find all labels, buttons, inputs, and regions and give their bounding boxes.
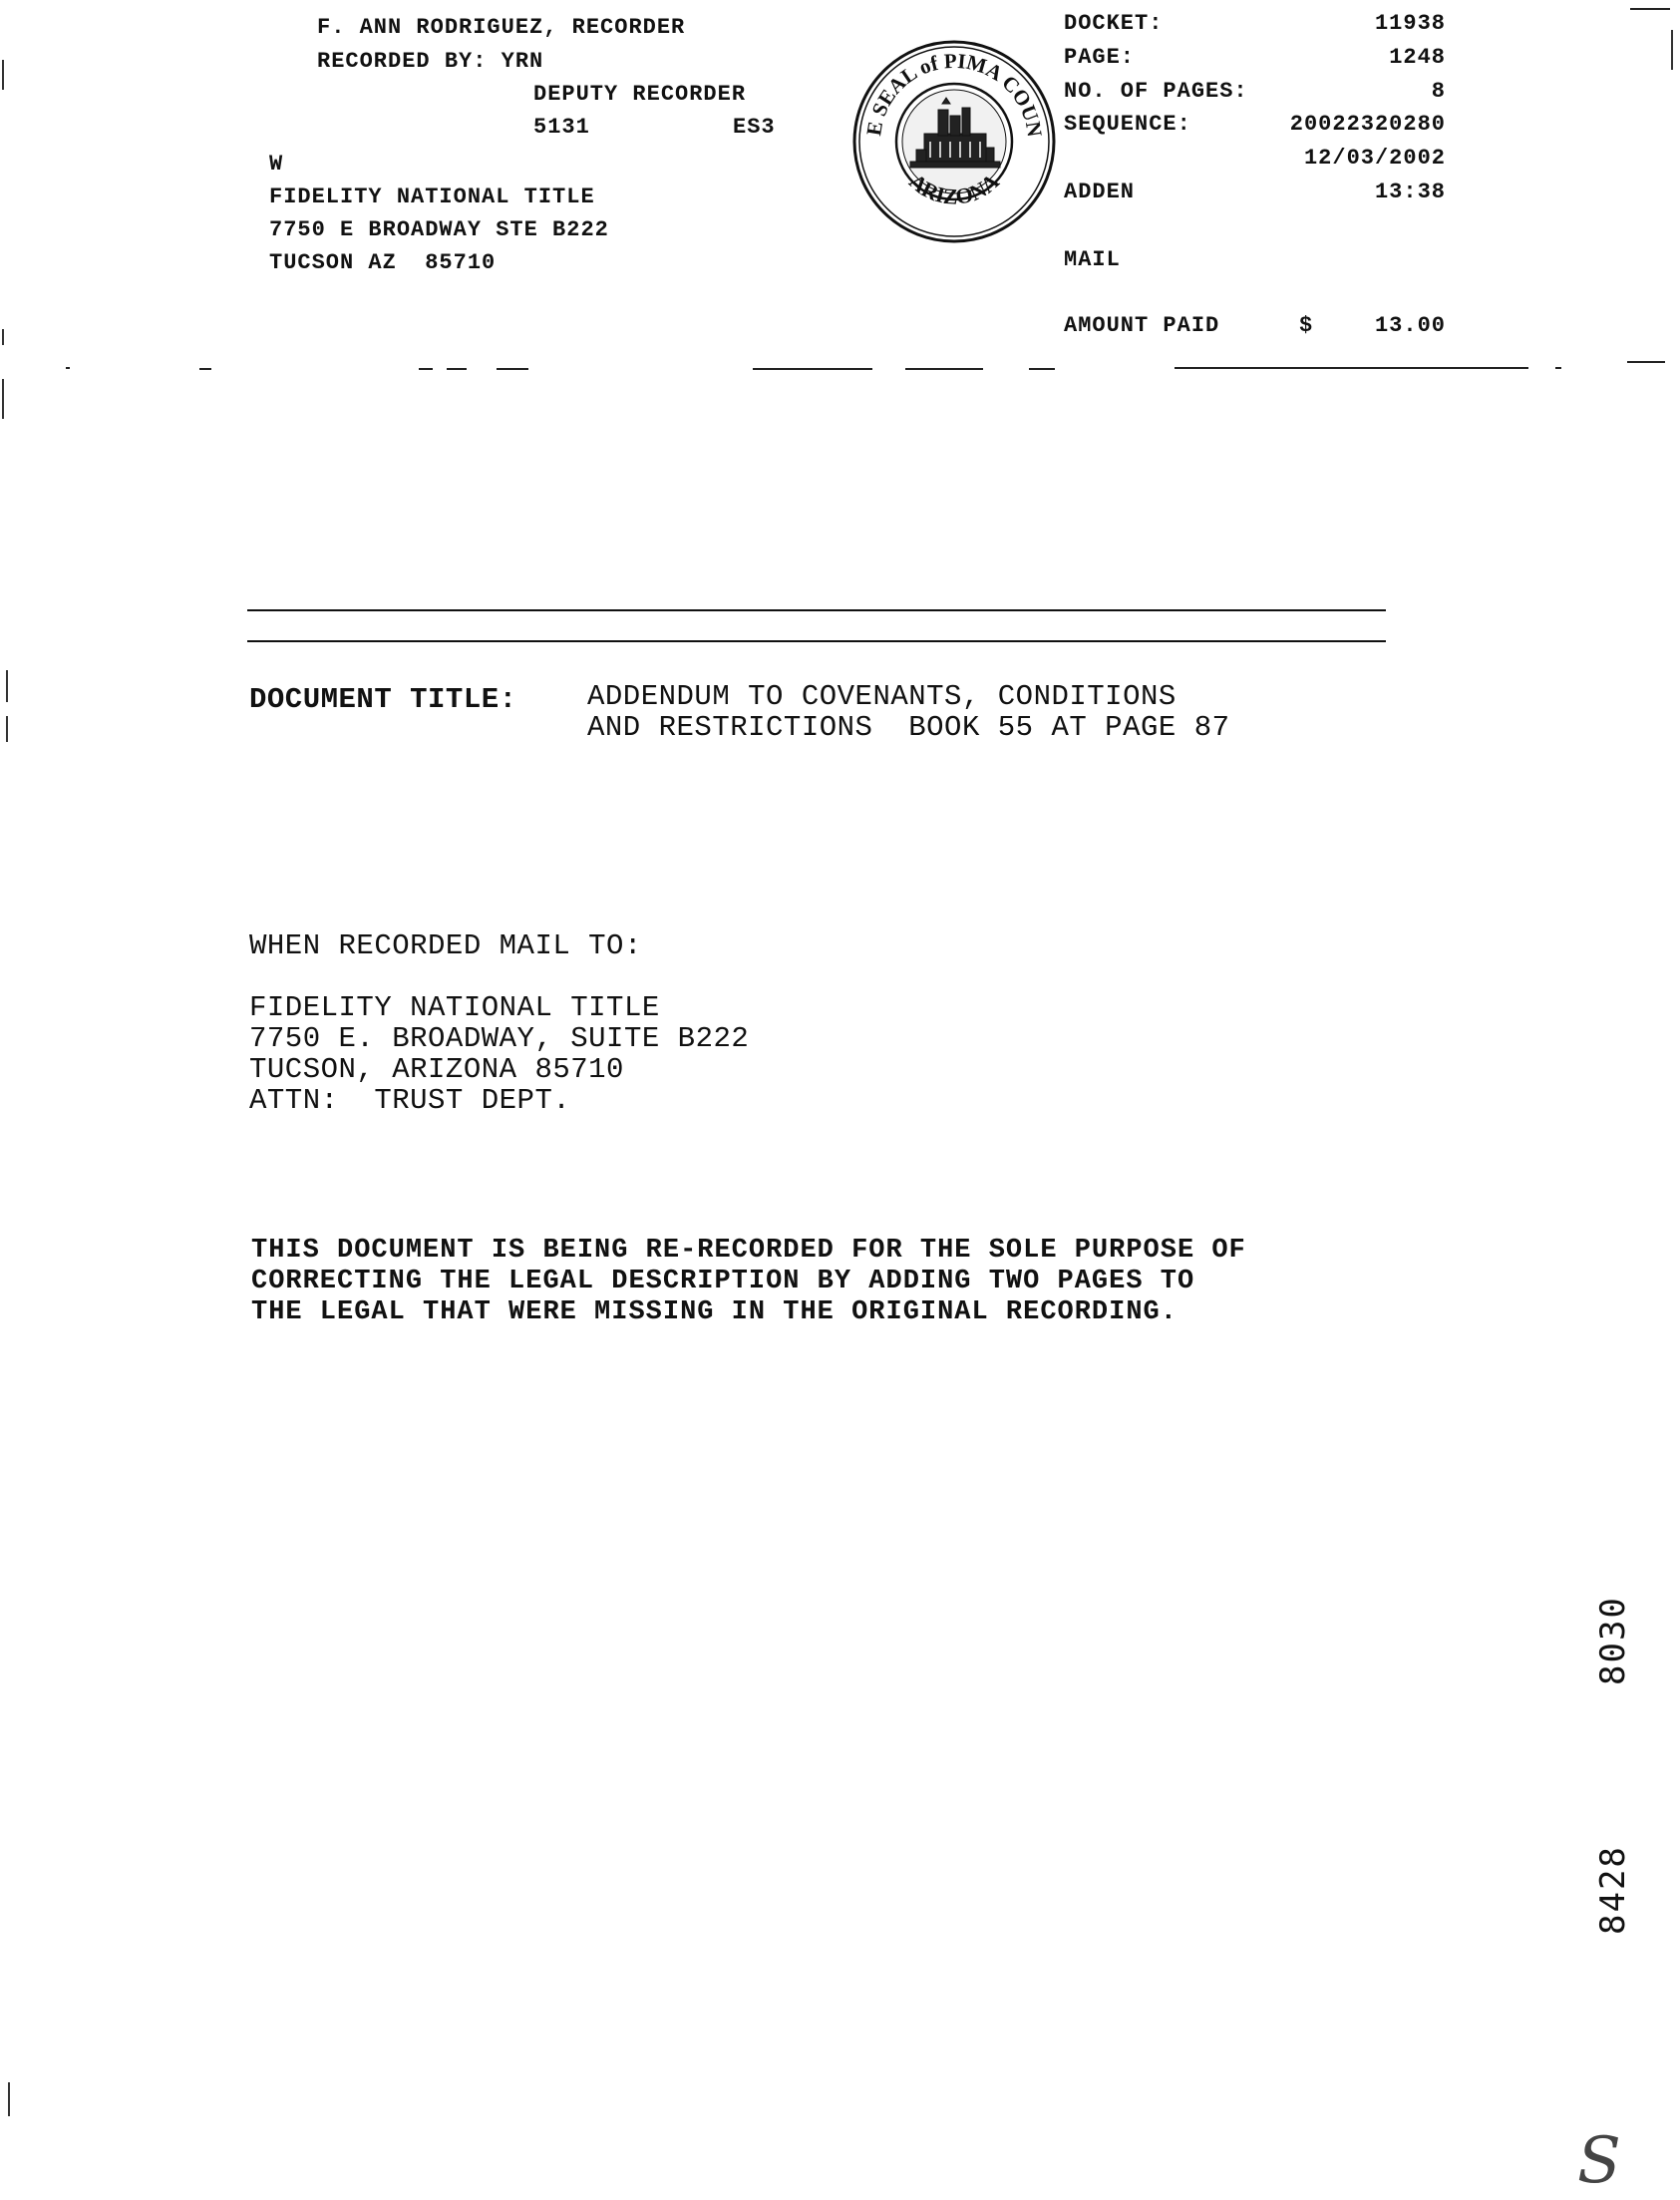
mail-to-attn: ATTN: TRUST DEPT. <box>249 1084 571 1117</box>
recorded-by: RECORDED BY: YRN <box>317 49 544 74</box>
seal-text-bottom: ARIZONA <box>904 169 1004 209</box>
pages-value: 8 <box>1431 79 1446 104</box>
return-addr-city: TUCSON AZ 85710 <box>269 250 497 275</box>
recorder-code: 5131 <box>533 115 590 140</box>
recorder-w-mark: W <box>269 152 284 177</box>
page-value: 1248 <box>1389 45 1446 70</box>
sequence-value: 20022320280 <box>1289 112 1446 137</box>
mail-to-street: 7750 E. BROADWAY, SUITE B222 <box>249 1022 750 1055</box>
page-label: PAGE: <box>1064 45 1136 70</box>
recording-time: 13:38 <box>1374 180 1446 204</box>
mail-to-name: FIDELITY NATIONAL TITLE <box>249 991 660 1024</box>
scan-mark <box>2 379 4 419</box>
pages-label: NO. OF PAGES: <box>1064 79 1248 104</box>
scan-mark <box>2 60 4 90</box>
adden-label: ADDEN <box>1064 180 1136 204</box>
return-addr-street: 7750 E BROADWAY STE B222 <box>269 217 609 242</box>
scan-mark <box>6 716 8 742</box>
notice-line-3: THE LEGAL THAT WERE MISSING IN THE ORIGINAL RECORDING. <box>251 1297 1177 1327</box>
recorder-station: ES3 <box>733 115 776 140</box>
scan-mark <box>6 670 8 702</box>
document-title-label: DOCUMENT TITLE: <box>249 683 517 716</box>
scan-mark <box>2 329 4 345</box>
county-seal <box>850 38 1058 245</box>
notice-line-2: CORRECTING THE LEGAL DESCRIPTION BY ADDING TWO PAGES TO <box>251 1267 1195 1296</box>
docket-value: 11938 <box>1374 11 1446 36</box>
mail-to-heading: WHEN RECORDED MAIL TO: <box>249 929 642 962</box>
margin-stamp-lower: 8428 <box>1593 1845 1633 1935</box>
rule-top <box>247 609 1386 611</box>
scan-mark <box>1671 30 1673 70</box>
amount-value: 13.00 <box>1374 313 1446 338</box>
scan-mark <box>8 2082 10 2116</box>
notice-line-1: THIS DOCUMENT IS BEING RE-RECORDED FOR THE SOLE PURPOSE OF <box>251 1236 1246 1266</box>
handwritten-mark: S <box>1577 2124 1621 2198</box>
amount-currency: $ <box>1299 313 1314 338</box>
margin-stamp-upper: 8030 <box>1593 1596 1633 1685</box>
document-title-line1: ADDENDUM TO COVENANTS, CONDITIONS <box>587 680 1176 713</box>
recording-date: 12/03/2002 <box>1303 146 1446 171</box>
scan-mark <box>1630 8 1670 10</box>
recorder-name: F. ANN RODRIGUEZ, RECORDER <box>317 15 686 40</box>
seal-text-top: E SEAL of PIMA COUN <box>861 48 1048 139</box>
mail-label: MAIL <box>1064 247 1121 272</box>
seal-icon <box>850 38 1058 245</box>
sequence-label: SEQUENCE: <box>1064 112 1191 137</box>
mail-to-city: TUCSON, ARIZONA 85710 <box>249 1053 624 1086</box>
document-title-line2: AND RESTRICTIONS BOOK 55 AT PAGE 87 <box>587 711 1230 744</box>
deputy-recorder: DEPUTY RECORDER <box>533 82 747 107</box>
docket-label: DOCKET: <box>1064 11 1164 36</box>
amount-label: AMOUNT PAID <box>1064 313 1220 338</box>
return-addr-name: FIDELITY NATIONAL TITLE <box>269 184 595 209</box>
rule-bottom <box>247 640 1386 642</box>
